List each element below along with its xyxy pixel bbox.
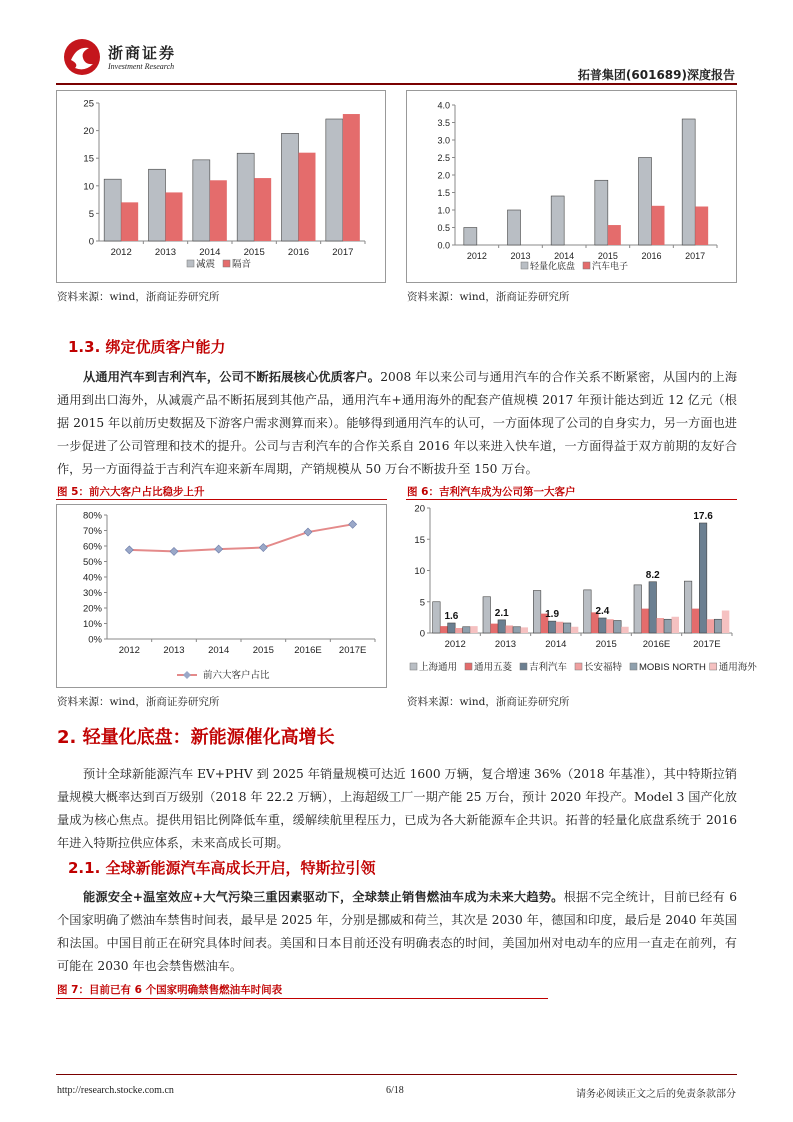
- lead-sentence: 从通用汽车到吉利汽车，公司不断拓展核心优质客户。: [83, 370, 381, 384]
- legend-label: 隔音: [232, 259, 252, 270]
- chart-shock-sound: [57, 91, 385, 282]
- data-point: [304, 528, 312, 536]
- bar: [343, 114, 360, 241]
- x-tick-label: 2014: [554, 251, 575, 261]
- y-tick-label: 4.0: [437, 100, 450, 111]
- bar: [649, 582, 657, 633]
- bar: [166, 192, 183, 241]
- legend-swatch: [710, 663, 717, 670]
- x-tick-label: 2016: [287, 247, 310, 258]
- y-tick-label: 10%: [82, 619, 102, 630]
- bar: [551, 196, 564, 245]
- legend-swatch: [630, 663, 637, 670]
- data-label: 1.9: [545, 609, 560, 621]
- y-tick-label: 60%: [82, 541, 102, 553]
- series-line: [129, 524, 352, 551]
- chart-chassis-electronics: [407, 91, 736, 282]
- y-tick-label: 15: [414, 534, 425, 546]
- source-note: 资料来源：wind，浙商证券研究所: [407, 291, 570, 303]
- x-tick-label: 2015: [252, 645, 274, 656]
- bar: [237, 153, 254, 241]
- chart-frame-5: [56, 504, 387, 688]
- y-tick-label: 0.0: [437, 240, 450, 251]
- legend-label: 通用五菱: [474, 662, 513, 673]
- bar: [599, 618, 607, 633]
- bar: [121, 202, 138, 241]
- bar: [104, 179, 121, 241]
- x-tick-label: 2013: [154, 247, 177, 258]
- x-tick-label: 2013: [510, 251, 531, 261]
- bar: [682, 119, 695, 245]
- caption-rule: [56, 998, 548, 999]
- bar: [614, 621, 622, 634]
- caption-rule: [406, 499, 737, 500]
- bar: [692, 609, 700, 633]
- source-note: 资料来源：wind，浙商证券研究所: [57, 291, 220, 303]
- data-point: [215, 545, 223, 553]
- lead-sentence: 能源安全+温室效应+大气污染三重因素驱动下，全球禁止销售燃油车成为未来大趋势。: [83, 890, 564, 904]
- x-tick-label: 2016E: [294, 645, 322, 656]
- bar: [210, 180, 227, 241]
- bar: [506, 626, 514, 634]
- bar: [548, 621, 556, 633]
- figure-caption: 图 5：前六大客户占比稳步上升: [57, 486, 205, 498]
- bar: [707, 619, 715, 633]
- y-tick-label: 0: [419, 628, 425, 640]
- y-tick-label: 5: [88, 208, 94, 220]
- x-tick-label: 2014: [545, 639, 567, 650]
- y-tick-label: 15: [83, 153, 94, 165]
- x-tick-label: 2017: [332, 247, 354, 258]
- y-tick-label: 50%: [82, 557, 102, 568]
- paragraph: [57, 366, 737, 481]
- footer-rule: [56, 1074, 737, 1075]
- legend-swatch: [575, 663, 582, 670]
- bar: [448, 623, 456, 633]
- bar: [455, 628, 463, 633]
- figure-caption: 图 7：目前已有 6 个国家明确禁售燃油车时间表: [57, 984, 283, 996]
- data-point: [125, 546, 133, 554]
- bar: [326, 119, 343, 241]
- data-label: 2.4: [595, 606, 610, 617]
- legend-label: 长安福特: [584, 662, 623, 673]
- x-tick-label: 2012: [444, 639, 466, 650]
- footer-url: http://research.stocke.com.cn: [57, 1085, 174, 1096]
- bar: [254, 178, 271, 241]
- y-tick-label: 10: [83, 181, 94, 193]
- legend-label: 通用海外: [718, 662, 757, 673]
- bar: [621, 627, 629, 633]
- y-tick-label: 25: [83, 98, 94, 110]
- bar: [722, 611, 730, 634]
- y-tick-label: 80%: [82, 510, 102, 522]
- chart-frame-2: [406, 90, 737, 283]
- legend-marker: [183, 671, 191, 679]
- legend-label: 前六大客户占比: [203, 670, 270, 681]
- bar: [556, 622, 564, 633]
- legend-swatch: [187, 260, 194, 267]
- legend-swatch: [465, 663, 472, 670]
- header-rule: [56, 83, 737, 85]
- brand-name-en: Investment Research: [108, 62, 175, 71]
- bar: [563, 623, 571, 633]
- bar: [695, 207, 708, 246]
- y-tick-label: 0.5: [437, 223, 450, 233]
- legend-label: 轻量化底盘: [530, 261, 576, 271]
- chart-frame-1: [56, 90, 386, 283]
- bar: [606, 619, 614, 633]
- x-tick-label: 2017: [685, 251, 706, 261]
- company-logo: [63, 38, 101, 76]
- y-tick-label: 70%: [82, 526, 102, 537]
- x-tick-label: 2017E: [338, 645, 367, 656]
- chart-top6-share: [57, 505, 386, 687]
- paragraph: 预计全球新能源汽车 EV+PHV 到 2025 年销量规模可达近 1600 万辆，复合增速 36%（2018 年基准），其中特斯拉销量规模大概率达到百万级别（2018 年 22.2 万辆），上海超级工厂一期产能 25 万台，预计 2020 年投产。Model 3 国产化放量成为核心焦点。提供用铝比例降低车重，缓解续航里程压力，已成为各大新能源车企共识。拓普的轻量化底盘系统于 2016 年进入特斯拉供应体系，未来高成长可期。: [57, 767, 737, 850]
- figure-caption: 图 6：吉利汽车成为公司第一大客户: [407, 486, 576, 498]
- legend-swatch: [521, 262, 528, 269]
- y-tick-label: 20%: [82, 603, 102, 615]
- bar: [684, 581, 692, 633]
- bar: [508, 210, 521, 245]
- bar: [571, 627, 579, 633]
- y-tick-label: 3.5: [437, 118, 450, 128]
- y-tick-label: 30%: [82, 588, 102, 599]
- legend-label: 减震: [196, 259, 216, 270]
- x-tick-label: 2012: [110, 247, 132, 258]
- bar: [672, 617, 680, 633]
- y-tick-label: 1.5: [437, 188, 450, 198]
- bar: [521, 627, 529, 633]
- chart-customers: [406, 503, 757, 688]
- legend-label: MOBIS NORTH: [639, 662, 706, 673]
- caption-rule: [56, 499, 387, 500]
- bar: [440, 626, 448, 633]
- footer-disclaimer: 请务必阅读正文之后的免责条款部分: [576, 1089, 736, 1100]
- y-tick-label: 3.0: [437, 135, 450, 146]
- data-label: 2.1: [494, 607, 509, 619]
- bar: [193, 160, 210, 241]
- paragraph: [57, 886, 737, 978]
- y-tick-label: 0: [88, 236, 94, 248]
- source-note: 资料来源：wind，浙商证券研究所: [57, 696, 220, 708]
- source-note: 资料来源：wind，浙商证券研究所: [407, 696, 570, 708]
- bar: [652, 206, 665, 245]
- y-tick-label: 40%: [82, 572, 102, 584]
- legend-label: 上海通用: [419, 662, 458, 673]
- page-number: 6/18: [386, 1085, 404, 1096]
- bar: [584, 590, 592, 633]
- bar: [608, 225, 621, 245]
- chart-frame-6: [406, 503, 757, 688]
- bar: [433, 602, 441, 633]
- x-tick-label: 2013: [163, 645, 185, 656]
- data-label: 8.2: [645, 569, 660, 581]
- x-tick-label: 2017E: [693, 639, 721, 650]
- legend-label: 吉利汽车: [529, 662, 568, 673]
- bar: [595, 180, 608, 245]
- legend-swatch: [520, 663, 527, 670]
- bar: [642, 609, 650, 633]
- y-tick-label: 10: [414, 566, 425, 577]
- paragraph-body: 根据不完全统计，目前已经有 6 个国家明确了燃油车禁售时间表，最早是 2025 年，分别是挪威和荷兰，其次是 2030 年，德国和印度，最后是 2040 年英国和法国。中国目前正在研究具体时间表。美国和日本目前还没有明确表态的时间，美国加州对电动车的应用一直走在前列，有可能在 2030 年也会禁售燃油车。: [57, 890, 737, 973]
- chapter-heading: 2. 轻量化底盘：新能源催化高增长: [57, 727, 335, 748]
- x-tick-label: 2015: [597, 251, 618, 261]
- y-tick-label: 0%: [88, 634, 102, 646]
- bar: [699, 523, 707, 633]
- section-heading: 1.3. 绑定优质客户能力: [68, 338, 226, 356]
- legend-swatch: [223, 260, 230, 267]
- x-tick-label: 2014: [208, 645, 230, 656]
- bar: [657, 618, 665, 633]
- y-tick-label: 1.0: [437, 205, 450, 216]
- x-tick-label: 2014: [199, 247, 221, 258]
- bar: [282, 133, 299, 241]
- section-heading: 2.1. 全球新能源汽车高成长开启，特斯拉引领: [68, 859, 376, 877]
- y-tick-label: 20: [83, 126, 94, 138]
- data-point: [349, 520, 357, 528]
- x-tick-label: 2016E: [642, 639, 671, 650]
- data-label: 17.6: [693, 511, 713, 522]
- brand-name-cn: 浙商证券: [108, 44, 177, 62]
- x-tick-label: 2015: [243, 247, 265, 258]
- paragraph-body: 2008 年以来公司与通用汽车的合作关系不断紧密，从国内的上海通用到出口海外，从减震产品不断拓展到其他产品，通用汽车+通用海外的配套产值规模 2017 年预计能达到近 12 亿元（根据 2015 年以前历史数据及下游客户需求测算而来）。能够得到通用汽车的认可，一方面体现了公司的自身实力，另一方面也进一步促进了公司管理和技术的提升。公司与吉利汽车的合作关系自 2016 年以来进入快车道，一方面得益于双方前期的友好合作，另一方面得益于吉利汽车迎来新车周期，产销规模从 50 万台不断拔升至 150 万台。: [57, 370, 738, 476]
- bar: [634, 585, 642, 633]
- data-point: [259, 544, 267, 552]
- legend-swatch: [583, 262, 590, 269]
- report-title: 拓普集团(601689)深度报告: [577, 68, 735, 82]
- x-tick-label: 2015: [595, 639, 617, 650]
- bar: [639, 158, 652, 246]
- x-tick-label: 2012: [466, 251, 487, 261]
- bar: [483, 597, 491, 633]
- bar: [464, 228, 477, 246]
- bar: [491, 624, 499, 633]
- bar: [299, 153, 316, 241]
- bar: [463, 627, 471, 633]
- y-tick-label: 5: [419, 597, 425, 609]
- bar: [470, 626, 478, 633]
- legend-label: 汽车电子: [592, 261, 629, 271]
- x-tick-label: 2016: [641, 251, 662, 261]
- bar: [149, 169, 166, 241]
- bar: [533, 591, 541, 634]
- legend-swatch: [410, 663, 417, 670]
- bar: [498, 620, 506, 633]
- bar: [513, 627, 521, 633]
- x-tick-label: 2012: [118, 645, 140, 656]
- y-tick-label: 20: [414, 503, 425, 515]
- y-tick-label: 2.5: [437, 153, 450, 163]
- x-tick-label: 2013: [494, 639, 517, 650]
- data-label: 1.6: [444, 611, 459, 622]
- bar: [664, 619, 672, 633]
- bar: [714, 619, 722, 633]
- y-tick-label: 2.0: [437, 170, 450, 181]
- data-point: [170, 547, 178, 555]
